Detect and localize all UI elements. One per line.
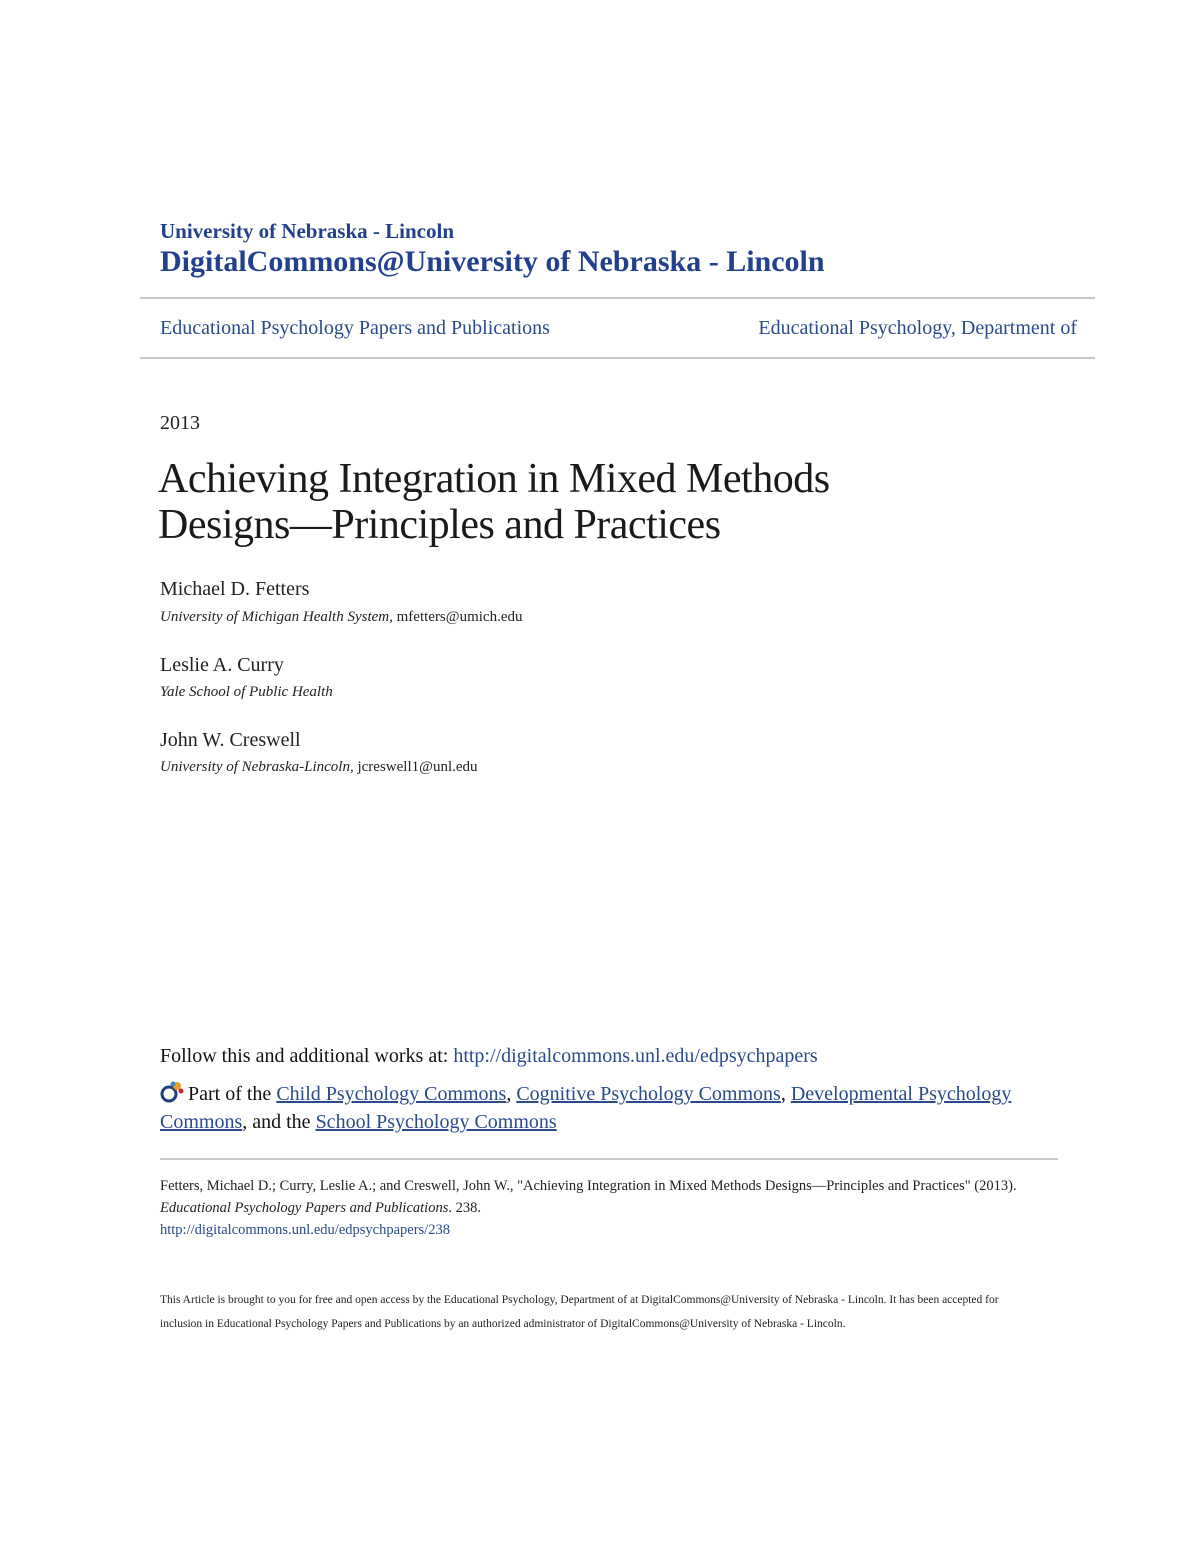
cognitive-psychology-commons-link[interactable]: Cognitive Psychology Commons	[516, 1083, 781, 1105]
author-name: Michael D. Fetters	[160, 578, 310, 600]
author-affiliation	[160, 609, 522, 626]
recommended-citation	[160, 1175, 1020, 1241]
part-of-prefix: Part of the	[188, 1083, 272, 1105]
collection-link[interactable]: http://digitalcommons.unl.edu/edpsychpapers	[453, 1045, 818, 1067]
author-name: John W. Creswell	[160, 729, 301, 751]
network-logo-icon	[160, 1081, 184, 1103]
follow-label: Follow this and additional works at:	[160, 1045, 449, 1067]
citation-journal: Educational Psychology Papers and Publications	[160, 1200, 449, 1216]
citation-rule	[160, 1158, 1058, 1160]
citation-number: . 238.	[448, 1200, 481, 1216]
article-title	[158, 456, 1058, 548]
affiliation-institution: University of Michigan Health System,	[160, 609, 393, 625]
separator: ,	[506, 1083, 512, 1105]
title-line-2: Designs—Principles and Practices	[158, 502, 721, 548]
department-link[interactable]: Educational Psychology, Department of	[758, 317, 1077, 339]
affiliation-institution: Yale School of Public Health	[160, 684, 333, 700]
child-psychology-commons-link[interactable]: Child Psychology Commons	[276, 1083, 507, 1105]
author-affiliation	[160, 759, 478, 776]
affiliation-institution: University of Nebraska-Lincoln,	[160, 759, 354, 775]
follow-line	[160, 1045, 818, 1068]
series-link[interactable]: Educational Psychology Papers and Publications	[160, 317, 550, 339]
separator: ,	[780, 1083, 786, 1105]
citation-url-link[interactable]: http://digitalcommons.unl.edu/edpsychpapers/238	[160, 1222, 450, 1238]
school-psychology-commons-link[interactable]: School Psychology Commons	[315, 1111, 557, 1133]
university-name[interactable]: University of Nebraska - Lincoln	[160, 219, 454, 243]
citation-text: Fetters, Michael D.; Curry, Leslie A.; and Creswell, John W., "Achieving Integration in Mixed Methods Designs—Principles and Practices" (2013).	[160, 1178, 1017, 1194]
separator: , and the	[242, 1111, 311, 1133]
author-email: mfetters@umich.edu	[396, 609, 523, 625]
author-email: jcreswell1@unl.edu	[357, 759, 478, 775]
access-notice: This Article is brought to you for free and open access by the Educational Psychology, Department of at DigitalCommons@University of Nebraska - Lincoln. It has been accepted for inclusion in Educational Psychology Papers and Publications by an authorized administrator of DigitalCommons@University of Nebraska - Lincoln.	[160, 1294, 999, 1330]
title-line-1: Achieving Integration in Mixed Methods	[158, 456, 830, 502]
part-of-commons	[160, 1080, 1020, 1136]
author-affiliation	[160, 684, 333, 701]
publication-year: 2013	[160, 412, 200, 434]
developmental-psychology-commons-link[interactable]: Developmental Psychology Commons	[160, 1083, 1012, 1133]
repository-name[interactable]: DigitalCommons@University of Nebraska - Lincoln	[160, 245, 825, 278]
header-rule-bottom	[140, 357, 1095, 359]
header-rule-top	[140, 297, 1095, 299]
author-name: Leslie A. Curry	[160, 654, 284, 676]
